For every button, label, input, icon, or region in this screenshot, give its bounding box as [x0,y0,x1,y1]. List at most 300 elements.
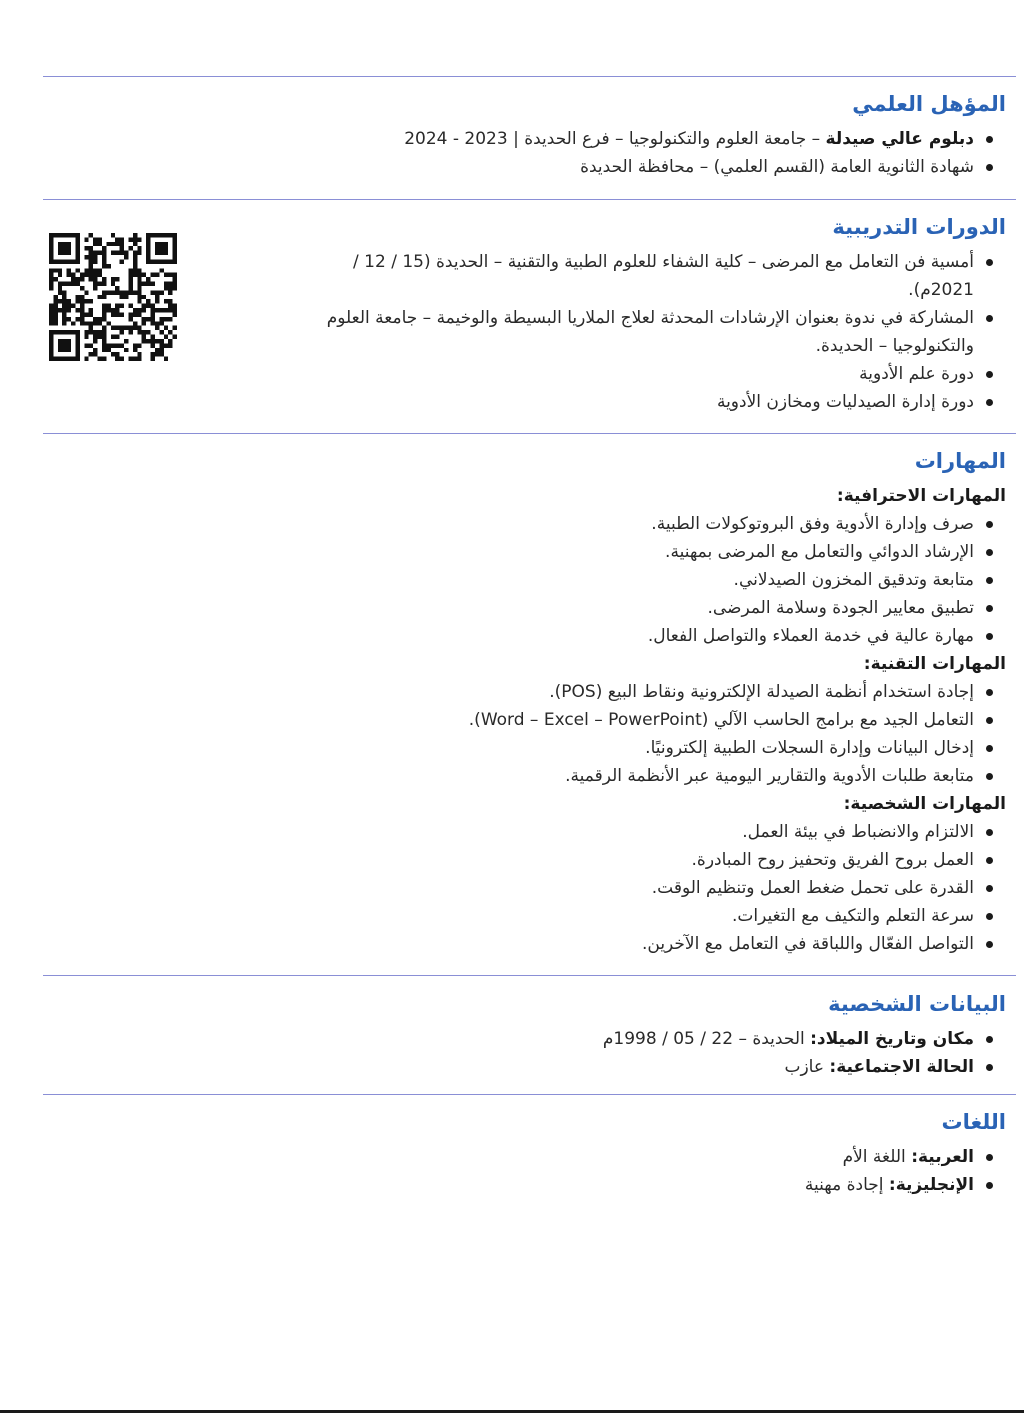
qr-module [53,304,57,308]
qr-module [71,330,75,334]
qr-module [93,277,97,281]
qr-module [133,268,137,272]
qr-module [71,282,75,286]
qr-module [71,259,75,263]
qr-module [164,335,168,339]
qr-module [115,237,119,241]
qr-module [115,286,119,290]
qr-module [80,295,84,299]
qr-module [62,321,66,325]
qr-module [151,352,155,356]
qr-module [128,312,132,316]
qr-module [89,273,93,277]
qr-module [93,317,97,321]
divider [43,1094,1016,1095]
qr-module [128,330,132,334]
courses-section [306,214,1006,416]
qr-module [67,268,71,272]
qr-module [80,299,84,303]
qr-module [62,242,66,246]
qr-module [120,295,124,299]
qr-module [146,304,150,308]
qr-module [146,317,150,321]
qr-module [137,312,141,316]
qr-module [115,312,119,316]
qr-module [49,233,53,237]
qr-module [128,290,132,294]
qr-module [159,268,163,272]
qr-module [89,268,93,272]
qr-module [128,286,132,290]
qr-module [173,282,177,286]
qr-module [75,237,79,241]
qr-module [159,321,163,325]
qr-module [75,233,79,237]
qr-module [168,343,172,347]
qr-module [164,343,168,347]
qr-module [128,273,132,277]
qr-module [58,308,62,312]
qr-module [115,308,119,312]
qr-module [98,242,102,246]
qr-module [120,357,124,361]
qr-module [67,339,71,343]
qr-module [58,357,62,361]
list-item: العمل بروح الفريق وتحفيز روح المبادرة. [26,846,1006,874]
qr-module [151,339,155,343]
qr-module [75,295,79,299]
qr-module [164,246,168,250]
qr-module [106,264,110,268]
qr-module [89,233,93,237]
qr-module [173,246,177,250]
qr-module [133,255,137,259]
qr-module [155,273,159,277]
qr-module [155,246,159,250]
qr-module [75,242,79,246]
qr-module [115,290,119,294]
qr-module [67,282,71,286]
qr-module [89,299,93,303]
qr-module [115,242,119,246]
qr-module [151,335,155,339]
qr-module [151,273,155,277]
qr-module [155,352,159,356]
qr-module [102,343,106,347]
list-item [26,1025,1006,1053]
qr-module [102,357,106,361]
qr-module [124,255,128,259]
qr-module [62,308,66,312]
qr-module [53,268,57,272]
list-item: الالتزام والانضباط في بيئة العمل. [26,818,1006,846]
qr-module [111,352,115,356]
qr-module [111,282,115,286]
qr-module [168,282,172,286]
qr-module [49,335,53,339]
qr-module [93,251,97,255]
qr-module [128,237,132,241]
qr-module [58,339,62,343]
qr-module [93,286,97,290]
field-label: العربية: [911,1147,974,1167]
qr-module [75,352,79,356]
qr-module [84,290,88,294]
qr-module [133,273,137,277]
qr-module [164,299,168,303]
qr-module [151,312,155,316]
qr-module [164,286,168,290]
qr-module [58,259,62,263]
qr-module [137,282,141,286]
list-item: أمسية فن التعامل مع المرضى – كلية الشفاء للعلوم الطبية والتقنية – الحديدة (15 / 12 / 2021م). [306,248,1006,304]
qr-module [93,242,97,246]
qr-module [102,251,106,255]
qr-module [102,317,106,321]
divider [43,76,1016,77]
qr-module [67,348,71,352]
qr-module [49,251,53,255]
degree-details: شهادة الثانوية العامة (القسم العلمي) – محافظة الحديدة [580,157,974,177]
qr-module [173,237,177,241]
qr-module [173,242,177,246]
qr-module [53,233,57,237]
qr-module [102,339,106,343]
qr-module [133,242,137,246]
qr-module [151,357,155,361]
qr-module [58,273,62,277]
qr-module [159,317,163,321]
qr-module [49,246,53,250]
qr-module [146,255,150,259]
qr-module [137,290,141,294]
qr-module [102,326,106,330]
qr-module [168,290,172,294]
qr-module [142,335,146,339]
qr-module [84,321,88,325]
qr-module [98,282,102,286]
qr-module [111,312,115,316]
qr-module [93,282,97,286]
qr-module [71,233,75,237]
qr-module [75,268,79,272]
personal-info-section [26,991,1006,1081]
qr-module [89,326,93,330]
qr-module [102,335,106,339]
qr-module [159,348,163,352]
qr-module [151,290,155,294]
qr-module [168,286,172,290]
qr-module [84,330,88,334]
qr-module [49,317,53,321]
qr-module [53,277,57,281]
qr-module [84,357,88,361]
list-item [26,125,1006,153]
qr-module [155,348,159,352]
subsection-heading: المهارات التقنية: [863,654,1006,674]
qr-module [62,233,66,237]
qr-module [146,259,150,263]
qr-module [173,308,177,312]
qr-module [49,286,53,290]
qr-module [120,343,124,347]
qr-module [173,273,177,277]
languages-list [26,1143,1006,1199]
qr-module [71,357,75,361]
qr-module [93,335,97,339]
languages-section [26,1109,1006,1199]
qr-module [120,237,124,241]
list-item [26,1171,1006,1199]
qr-module [155,233,159,237]
qr-module [80,286,84,290]
qr-module [53,357,57,361]
qr-module [168,259,172,263]
qr-module [67,242,71,246]
qr-module [75,317,79,321]
qr-code-icon [49,233,177,361]
qr-module [168,299,172,303]
qr-module [164,273,168,277]
qr-module [151,308,155,312]
personal-info-list [26,1025,1006,1081]
qr-module [84,255,88,259]
qr-module [98,335,102,339]
qr-module [151,321,155,325]
qr-module [84,246,88,250]
qr-module [53,312,57,316]
qr-module [137,246,141,250]
qr-module [142,282,146,286]
qr-module [155,299,159,303]
qr-module [80,304,84,308]
field-value: الحديدة – 22 / 05 / 1998م [602,1029,811,1049]
qr-module [67,308,71,312]
qr-module [75,259,79,263]
qr-module [120,330,124,334]
qr-module [67,233,71,237]
qr-module [62,312,66,316]
qr-module [80,321,84,325]
list-item: التعامل الجيد مع برامج الحاسب الآلي (Word – Excel – PowerPoint). [26,706,1006,734]
qr-module [159,246,163,250]
qr-module [128,246,132,250]
qr-module [80,308,84,312]
qr-module [133,259,137,263]
qr-module [89,264,93,268]
section-heading: البيانات الشخصية [828,992,1006,1016]
qr-module [49,237,53,241]
qr-module [75,357,79,361]
qr-module [146,339,150,343]
qr-module [120,304,124,308]
qr-module [84,312,88,316]
list-item [26,1143,1006,1171]
qr-module [62,304,66,308]
qr-module [98,237,102,241]
qr-module [98,295,102,299]
section-heading: المهارات [914,449,1006,473]
qr-module [124,295,128,299]
qr-module [142,273,146,277]
qr-module [67,330,71,334]
qr-module [75,343,79,347]
qr-module [151,343,155,347]
qr-module [142,321,146,325]
field-label: الحالة الاجتماعية: [829,1057,974,1077]
qr-module [115,304,119,308]
qr-module [93,259,97,263]
list-item: الإرشاد الدوائي والتعامل مع المرضى بمهنية. [26,538,1006,566]
qr-module [128,326,132,330]
qr-module [102,259,106,263]
list-item: مهارة عالية في خدمة العملاء والتواصل الفعال. [26,622,1006,650]
qr-module [159,352,163,356]
qr-module [142,317,146,321]
qr-module [155,259,159,263]
qr-module [159,251,163,255]
list-item: التواصل الفعّال واللباقة في التعامل مع الآخرين. [26,930,1006,958]
qr-module [133,264,137,268]
divider [43,433,1016,434]
qr-module [53,317,57,321]
qr-module [155,251,159,255]
qr-module [164,282,168,286]
qr-module [62,317,66,321]
qr-module [120,242,124,246]
qr-module [53,308,57,312]
qr-module [67,304,71,308]
qr-module [159,259,163,263]
qr-module [84,343,88,347]
qr-module [128,277,132,281]
qr-module [62,343,66,347]
qr-module [151,259,155,263]
qr-module [89,246,93,250]
list-item: صرف وإدارة الأدوية وفق البروتوكولات الطبية. [26,510,1006,538]
qr-module [164,242,168,246]
list-item: دورة إدارة الصيدليات ومخازن الأدوية [306,388,1006,416]
qr-module [137,268,141,272]
qr-module [71,273,75,277]
qr-module [102,304,106,308]
qr-module [164,357,168,361]
qr-module [115,335,119,339]
qr-module [49,277,53,281]
qr-module [142,339,146,343]
qr-module [75,299,79,303]
qr-module [49,259,53,263]
courses-list [306,248,1006,416]
qr-module [62,357,66,361]
qr-module [124,251,128,255]
qr-module [168,233,172,237]
qr-module [133,290,137,294]
qr-module [120,259,124,263]
qr-module [89,352,93,356]
qr-module [71,277,75,281]
education-section [26,91,1006,181]
qr-module [93,330,97,334]
qr-module [173,233,177,237]
qr-module [49,321,53,325]
qr-module [111,277,115,281]
section-heading: اللغات [941,1110,1006,1134]
qr-module [164,251,168,255]
qr-module [133,343,137,347]
qr-module [49,268,53,272]
qr-module [111,308,115,312]
subsection-heading: المهارات الاحترافية: [836,486,1006,506]
qr-module [75,251,79,255]
qr-module [133,348,137,352]
qr-module [49,357,53,361]
qr-module [120,290,124,294]
professional-skills-list [26,510,1006,650]
qr-module [62,339,66,343]
qr-module [84,237,88,241]
qr-module [58,330,62,334]
qr-module [151,282,155,286]
divider [43,199,1016,200]
qr-module [106,304,110,308]
qr-module [89,251,93,255]
qr-module [89,255,93,259]
qr-module [146,233,150,237]
qr-module [98,268,102,272]
qr-module [75,335,79,339]
list-item: تطبيق معايير الجودة وسلامة المرضى. [26,594,1006,622]
qr-module [155,242,159,246]
qr-module [137,352,141,356]
field-label: مكان وتاريخ الميلاد: [810,1029,974,1049]
degree-details: – جامعة العلوم والتكنولوجيا – فرع الحديدة | 2023 - 2024 [404,129,826,149]
qr-module [58,343,62,347]
degree-title: دبلوم عالي صيدلة [825,129,974,149]
qr-module [80,312,84,316]
qr-module [137,308,141,312]
qr-module [155,308,159,312]
qr-module [62,282,66,286]
qr-module [128,304,132,308]
list-item [26,153,1006,181]
qr-module [137,237,141,241]
qr-module [137,330,141,334]
qr-module [62,259,66,263]
qr-module [133,321,137,325]
qr-module [53,295,57,299]
qr-module [102,330,106,334]
qr-module [159,330,163,334]
qr-module [111,251,115,255]
qr-module [49,348,53,352]
technical-skills-list [26,678,1006,790]
list-item: إدخال البيانات وإدارة السجلات الطبية إلكترونيًا. [26,734,1006,762]
skills-section [26,448,1006,958]
qr-module [71,304,75,308]
qr-module [58,282,62,286]
qr-module [75,330,79,334]
qr-module [159,290,163,294]
field-value: عازب [784,1057,830,1077]
qr-module [115,343,119,347]
qr-module [102,277,106,281]
qr-module [89,343,93,347]
qr-module [124,290,128,294]
qr-module [89,330,93,334]
qr-module [155,339,159,343]
qr-module [89,277,93,281]
